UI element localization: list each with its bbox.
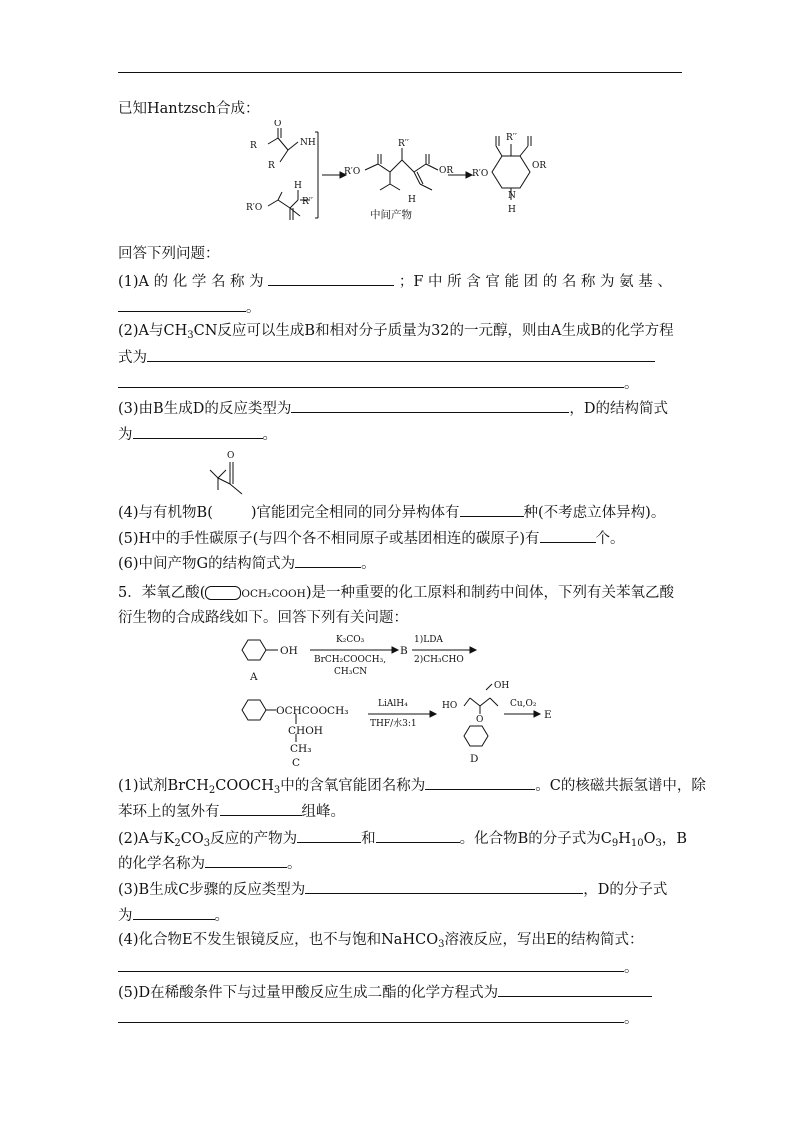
s3-line (118, 879, 667, 899)
route-a-oh: OH (280, 645, 298, 657)
hz-nh2-label: NH (300, 138, 316, 148)
q3-line (118, 398, 668, 418)
s2-answer-blank-1[interactable] (297, 828, 361, 843)
q2-text-c: 式为 (118, 350, 147, 366)
q4-text-a: (4)与有机物B( (118, 505, 213, 521)
p5-text-a: 5．苯氧乙酸( (118, 585, 206, 601)
s5-text-a: (5)D在稀酸条件下与过量甲酸反应生成二酯的化学方程式为 (118, 985, 499, 1001)
q3-text-a: (3)由B生成D的反应类型为 (118, 401, 292, 417)
intro-text: 已知Hantzsch合成： (118, 101, 260, 117)
q6-text-a: (6)中间产物G的结构简式为 (118, 556, 296, 572)
q3-text-c: 为 (118, 427, 133, 443)
s4-line: (4)化合物E不发生银镜反应，也不与饱和NaHCO$_3$溶液反应，写出E的结构简式： (118, 932, 644, 950)
q4-answer-blank[interactable] (460, 502, 524, 517)
s2-text-b: CO (180, 831, 204, 847)
route-c-bot: CH₃ (290, 743, 312, 755)
s5-answer-blank-2[interactable] (118, 1008, 624, 1023)
q6-line (118, 553, 376, 573)
p5-text-c: 衍生物的合成路线如下。回答下列有关问题： (118, 610, 408, 626)
s2-text-d: 和 (361, 831, 376, 847)
route-arrow2-bot: 2)CH₃CHO (414, 655, 464, 665)
hz-int-or2-label: OR (439, 166, 454, 176)
hz-int-rpp-label: R′′ (398, 139, 409, 149)
s2-text-a: (2)A与K (118, 831, 175, 847)
q2-answer-blank-1[interactable] (147, 347, 655, 362)
route-c-mid: CHOH (288, 725, 323, 737)
route-d-ho: HO (442, 701, 458, 711)
p5-line-2 (118, 609, 408, 627)
s3-line-2 (118, 905, 229, 925)
p5-line (118, 584, 674, 603)
q1-text-c: 。 (246, 300, 261, 316)
q4-line (118, 502, 665, 522)
s2-text-f: H (618, 831, 631, 847)
q2-answer-blank-2[interactable] (118, 373, 624, 388)
header-rule (118, 72, 682, 73)
q3-answer-blank-1[interactable] (291, 398, 569, 413)
p5-struct: OCH₂COOH (241, 588, 306, 600)
hz-intermediate-label: 中间产物 (370, 209, 412, 221)
s1-text-b: COOCH (215, 778, 274, 794)
s4-line-2 (118, 957, 639, 977)
synthesis-route (230, 628, 570, 768)
s5-line-2 (118, 1008, 639, 1028)
s4-answer-blank[interactable] (118, 957, 624, 972)
s5-line (118, 982, 652, 1002)
route-e-label: E (544, 709, 552, 721)
q4-text-c: 种(不考虑立体异构)。 (523, 505, 666, 521)
q6-text-b: 。 (361, 556, 376, 572)
hz-r1-label: R (268, 161, 275, 171)
q1-line-2 (118, 297, 261, 317)
p5-text-b: )是一种重要的化工原料和制药中间体，下列有关苯氧乙酸 (305, 585, 674, 601)
hz-r2o-label: R (250, 141, 257, 151)
q2-text-b: CN反应可以生成B和相对分子质量为32的一元醇，则由A生成B的化学方程 (193, 323, 674, 339)
q3-line-2 (118, 424, 277, 444)
route-arrow1-mid: BrCH₂COOCH₃, (314, 655, 387, 665)
q1-line (118, 271, 672, 291)
s2-text-i: 的化学名称为 (118, 856, 205, 872)
compound-b-structure (200, 446, 270, 506)
q5-text-b: 个。 (595, 531, 625, 547)
route-c-label: C (292, 757, 301, 768)
hz-prod-rpp-label: R′′ (506, 133, 517, 143)
s5-text-b: 。 (624, 1011, 639, 1027)
hz-int-rpo-label: R′O (344, 167, 361, 177)
s3-text-a: (3)B生成C步骤的反应类型为 (118, 882, 306, 898)
hz-prod-n-label: N (508, 191, 516, 201)
q2-line-2 (118, 347, 655, 367)
route-d-label: D (470, 753, 479, 765)
q4-text-b: )官能团完全相同的同分异构体有 (250, 505, 460, 521)
s2-text-e: 。化合物B的分子式为C (459, 831, 612, 847)
hz-prod-h-label: H (508, 205, 516, 215)
route-arrow4-top: Cu,O₂ (510, 699, 537, 709)
route-a-label: A (250, 671, 258, 683)
route-arrow1-top: K₂CO₃ (336, 635, 365, 645)
s4-text-a: (4)化合物E不发生银镜反应，也不与饱和NaHCO (118, 932, 439, 948)
s1-answer-blank-2[interactable] (220, 801, 302, 816)
q5-answer-blank[interactable] (540, 528, 596, 543)
route-c-top: OCHCOOCH₃ (276, 705, 349, 717)
q2-line: (2)A与$CH_3CN$反应可以生成B和相对分子质量为32的一元醇，则由A生成B的化学方程 (118, 323, 674, 341)
q3-text-d: 。 (262, 427, 277, 443)
s2-text-h: ，B (661, 831, 688, 847)
s1-answer-blank-1[interactable] (425, 775, 535, 790)
compound-b-o-label: O (227, 451, 235, 461)
route-b: B (400, 645, 408, 657)
q2-text-a: (2)A与CH (118, 323, 188, 339)
q5-text-a: (5)H中的手性碳原子(与四个各不相同原子或基团相连的碳原子)有 (118, 531, 540, 547)
hz-rpo-label: R′O (246, 203, 263, 213)
s2-answer-blank-3[interactable] (205, 853, 287, 868)
q2-line-3 (118, 373, 639, 393)
s3-answer-blank-1[interactable] (305, 879, 583, 894)
s2-text-c: 反应的产物为 (210, 831, 298, 847)
route-d-oh: OH (494, 681, 510, 691)
route-arrow1-bot: CH₃CN (334, 667, 368, 677)
q1-text-b: ；F 中 所 含 官 能 团 的 名 称 为 氨 基 、 (398, 274, 672, 290)
route-arrow3-bot: THF/水3:1 (370, 719, 417, 729)
benzene-ring-inline-icon (205, 586, 241, 600)
s5-answer-blank-1[interactable] (498, 982, 652, 997)
s3-text-d: 。 (214, 908, 229, 924)
route-arrow3-top: LiAlH₄ (378, 699, 408, 709)
q1-answer-blank-1[interactable] (268, 271, 394, 286)
s2-line: (2)A与$K_2CO_3$反应的产物为 和 。化合物B的分子式为$C_9H_{10}O_3$，B (118, 828, 687, 848)
s1-text-c: 中的含氧官能团名称为 (280, 778, 426, 794)
route-d-o: O (476, 715, 484, 725)
s2-answer-blank-2[interactable] (376, 828, 460, 843)
q3-text-b: ，D的结构简式 (569, 401, 668, 417)
s4-text-c: 。 (624, 960, 639, 976)
s1-text-f: 组峰。 (301, 804, 345, 820)
s1-text-e: 苯环上的氢外有 (118, 804, 220, 820)
questions-heading: 回答下列问题： (118, 246, 220, 262)
hz-int-h2n-label: H (408, 195, 416, 205)
q1-answer-blank-2[interactable] (118, 297, 246, 312)
hz-h-label: H (294, 181, 302, 191)
s2-line-2 (118, 853, 302, 873)
s4-text-b: 溶液反应，写出E的结构简式： (444, 932, 644, 948)
q3-answer-blank-2[interactable] (133, 424, 263, 439)
route-arrow2-top: 1)LDA (414, 635, 443, 645)
q5-line (118, 528, 625, 548)
s3-text-b: ，D的分子式 (583, 882, 668, 898)
q2-text-d: 。 (624, 376, 639, 392)
s1-line-2 (118, 801, 345, 821)
s3-text-c: 为 (118, 908, 133, 924)
s2-text-j: 。 (287, 856, 302, 872)
hz-prod-or2-label: OR (532, 161, 547, 171)
s1-text-a: (1)试剂BrCH (118, 778, 209, 794)
q6-answer-blank[interactable] (295, 553, 361, 568)
hz-prod-rpo-label: R′O (472, 169, 489, 179)
hz-rpp-label: R′′ (302, 197, 313, 207)
s3-answer-blank-2[interactable] (133, 905, 215, 920)
s1-text-d: 。C的核磁共振氢谱中，除 (535, 778, 706, 794)
q1-text-a: (1)A 的 化 学 名 称 为 (118, 274, 264, 290)
s2-text-g: O (643, 831, 656, 847)
s1-line: (1)试剂$BrCH_2COOCH_3$中的含氧官能团名称为 。C的核磁共振氢谱中，除 (118, 775, 706, 795)
hantzsch-scheme (240, 120, 570, 230)
hz-o-label: O (274, 120, 282, 129)
